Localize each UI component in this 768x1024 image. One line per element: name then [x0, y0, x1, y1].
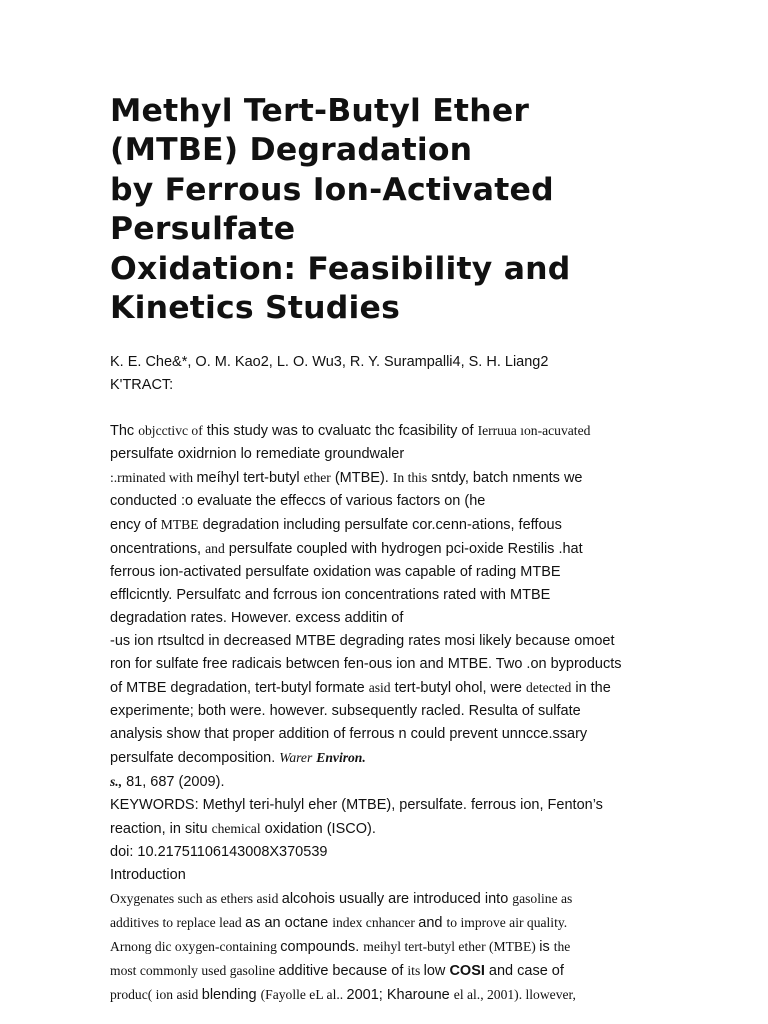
abstract-line	[110, 419, 650, 443]
abstract-line	[110, 513, 650, 537]
text-run: objcctivc of	[138, 423, 203, 439]
text-run: (Fayolle eL al..	[260, 987, 347, 1003]
text-run: oncentrations,	[110, 541, 206, 558]
text-run: is	[539, 939, 554, 956]
title-line: Kinetics Studies	[110, 290, 401, 327]
text-run: tert-butyl ohol, were	[390, 680, 527, 697]
intro-line	[110, 983, 650, 1007]
abstract-line	[110, 466, 650, 490]
text-run: COSI	[449, 963, 485, 980]
abstract-line	[110, 676, 650, 700]
text-run: and	[205, 541, 225, 557]
section-heading-introduction: Introduction	[110, 867, 186, 884]
text-run: to improve air quality.	[446, 915, 568, 931]
text-run: alcohois usually are introduced into	[281, 891, 513, 908]
text-run: In this	[392, 470, 428, 486]
text-run: compounds.	[280, 939, 364, 956]
introduction-body	[110, 887, 650, 1007]
text-run: Arnong dic oxygen-containing	[110, 939, 281, 955]
abstract-line: analysis show that proper addition of ferrous n could prevent unncce.ssary	[110, 726, 588, 743]
abstract-line: ron for sulfate free radicais betwcen fen-ous ion and MTBE. Two .on byproducts	[110, 656, 622, 673]
title-line: Persulfate	[110, 211, 296, 248]
text-run: its	[407, 963, 424, 979]
text-run: :.rminated with	[110, 470, 197, 486]
text-run: Ierruua ıon-acuvated	[477, 423, 591, 439]
abstract-line: degradation rates. However. excess additin of	[110, 610, 404, 627]
text-run: the	[553, 939, 571, 955]
text-run: asid	[368, 680, 391, 696]
abstract-line: -us ion rtsultcd in decreased MTBE degrading rates mosi likely because omoet	[110, 633, 615, 650]
text-run: additives to replace lead	[110, 915, 246, 931]
title-line: by Ferrous Ion-Activated	[110, 171, 554, 208]
text-run: chemical	[211, 821, 261, 837]
spacer	[110, 397, 650, 419]
abstract-line: experimente; both were. however. subsequently racled. Resulta of sulfate	[110, 703, 581, 720]
title-line: (MTBE) Degradation	[110, 132, 473, 169]
abstract-line	[110, 746, 650, 770]
text-run: blending	[201, 987, 261, 1004]
text-run: el al., 2001). llowever,	[453, 987, 576, 1003]
abstract-body	[110, 419, 650, 794]
journal-name: s.,	[110, 774, 123, 790]
text-run: persulfate decomposition.	[110, 750, 280, 767]
text-run: most commonly used gasoline	[110, 963, 279, 979]
text-run: meihyl tert-butyl ether (MTBE)	[363, 939, 540, 955]
text-run: as an octane	[245, 915, 333, 932]
abstract-heading: K'TRACT:	[110, 377, 174, 394]
title-line: Oxidation: Feasibility and	[110, 250, 571, 287]
text-run: gasoline as	[512, 891, 573, 907]
text-run: low	[423, 963, 450, 980]
text-run: and case of	[484, 963, 564, 980]
text-run: and	[418, 915, 447, 932]
text-run: reaction, in situ	[110, 821, 212, 838]
abstract-line: persulfate oxidrnion lo remediate groundwaler	[110, 446, 405, 463]
abstract-line: ferrous ion-activated persulfate oxidation was capable of rading MTBE	[110, 564, 561, 581]
abstract-line: efflcicntly. Persulfatc and fcrrous ion concentrations rated with MTBE	[110, 587, 551, 604]
text-run: additive because of	[278, 963, 408, 980]
text-run: oxidation (ISCO).	[260, 821, 376, 838]
text-run: persulfate coupled with hydrogen pci-oxide Restilis .hat	[224, 541, 583, 558]
text-run: in the	[571, 680, 611, 697]
journal-name: Warer	[279, 750, 313, 766]
intro-line	[110, 959, 650, 983]
keywords-line	[110, 817, 650, 841]
intro-line	[110, 911, 650, 935]
document-page	[110, 92, 650, 1007]
text-run: this study was to cvaluatc thc fcasibility of	[202, 423, 478, 440]
text-run: (MTBE).	[330, 470, 393, 487]
paper-title	[110, 92, 650, 328]
text-run: meíhyl tert-butyl	[196, 470, 304, 487]
text-run: MTBE	[160, 517, 199, 533]
citation-volume: 81, 687 (2009).	[122, 774, 225, 791]
text-run: degradation including persulfate cor.cenn-ations, feffous	[198, 517, 562, 534]
text-run: Oxygenates such as ethers asid	[110, 891, 282, 907]
journal-name: Environ.	[316, 750, 366, 766]
text-run: produc( ion asid	[110, 987, 202, 1003]
abstract-line	[110, 537, 650, 561]
doi: doi: 10.21751106143008X370539	[110, 844, 328, 861]
intro-line	[110, 887, 650, 911]
text-run: ether	[303, 470, 331, 486]
abstract-line: conducted :o evaluate the effeccs of various factors on (he	[110, 493, 486, 510]
text-run: sntdy, batch nments we	[427, 470, 583, 487]
text-run: detected	[526, 680, 572, 696]
title-line: Methyl Tert-Butyl Ether	[110, 93, 530, 129]
text-run: index cnhancer	[332, 915, 419, 931]
text-run: ency of	[110, 517, 161, 534]
keywords-line: KEYWORDS: Methyl teri-hulyl eher (MTBE), persulfate. ferrous ion, Fenton’s	[110, 797, 603, 814]
text-run: Thc	[110, 423, 139, 440]
text-run: of MTBE degradation, tert-butyl formate	[110, 680, 369, 697]
abstract-line	[110, 770, 650, 794]
text-run: 2001; Kharoune	[346, 987, 454, 1004]
intro-line	[110, 935, 650, 959]
author-list: K. E. Che&*, O. M. Kao2, L. O. Wu3, R. Y. Surampalli4, S. H. Liang2	[110, 354, 549, 371]
